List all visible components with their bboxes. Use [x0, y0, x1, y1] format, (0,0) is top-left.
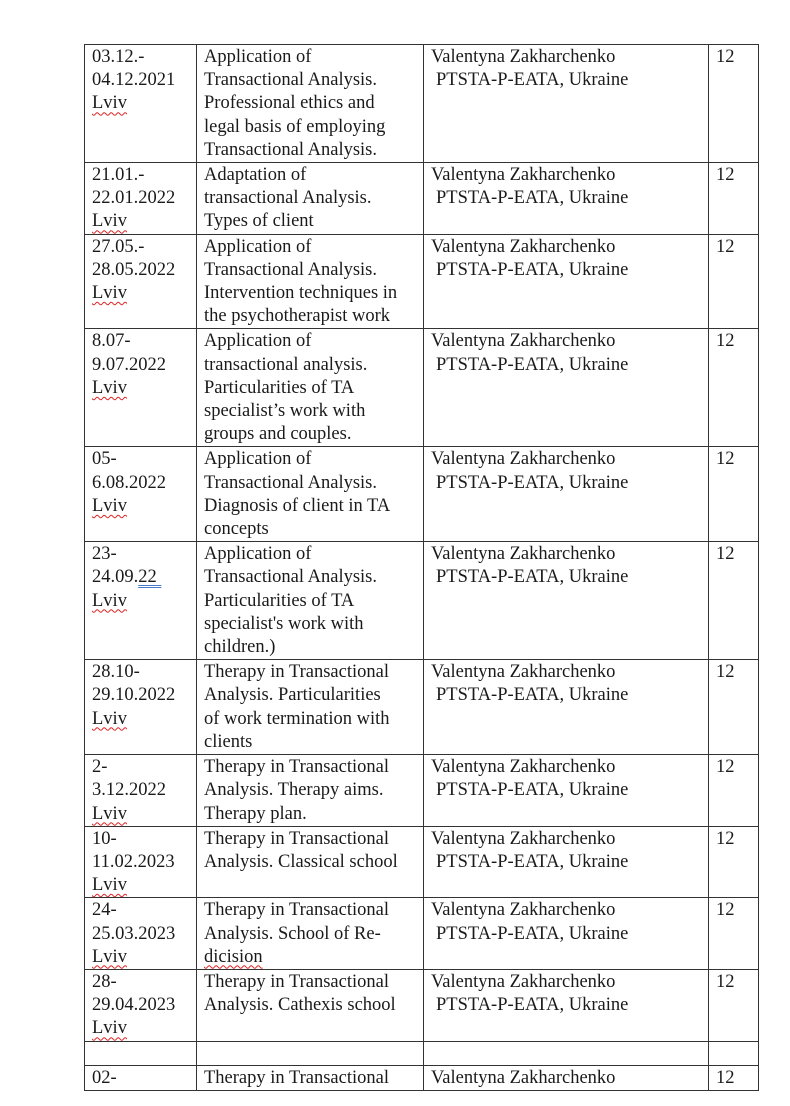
table-row: [85, 826, 759, 898]
topic-line: Transactional Analysis.: [204, 139, 378, 160]
topic-line: Application of: [204, 236, 312, 257]
topic-line: Transactional Analysis.: [204, 567, 378, 588]
empty-cell[interactable]: [424, 1041, 709, 1065]
hours-value: 12: [716, 662, 735, 683]
empty-row: [85, 1041, 759, 1065]
date-end: 6.08.2022: [92, 472, 166, 493]
topic-line: Therapy in Transactional: [204, 662, 389, 683]
trainer-cell[interactable]: [424, 542, 709, 660]
trainer-cell[interactable]: [424, 329, 709, 447]
hours-value: 12: [716, 331, 735, 352]
topic-cell[interactable]: [197, 660, 424, 755]
trainer-credentials: PTSTA-P-EATA, Ukraine: [436, 995, 629, 1016]
trainer-name: Valentyna Zakharchenko: [431, 47, 616, 67]
topic-line: the psychotherapist work: [204, 306, 390, 327]
topic-cell[interactable]: [197, 826, 424, 898]
trainer-name: Valentyna Zakharchenko: [431, 544, 616, 565]
topic-line: Application of: [204, 331, 312, 352]
topic-line: clients: [204, 731, 253, 752]
table-row: [85, 969, 759, 1041]
trainer-cell[interactable]: [424, 755, 709, 827]
hours-value: 12: [716, 236, 735, 257]
topic-line: specialist’s work with: [204, 401, 366, 422]
topic-line: Application of: [204, 449, 312, 470]
topic-line: groups and couples.: [204, 424, 352, 445]
date-start: 23-: [92, 544, 117, 565]
date-cell[interactable]: [85, 969, 197, 1041]
hours-cell[interactable]: [709, 1065, 759, 1090]
topic-cell[interactable]: [197, 163, 424, 235]
date-end: 3.12.2022: [92, 780, 166, 801]
trainer-credentials: PTSTA-P-EATA, Ukraine: [436, 685, 629, 706]
topic-line: of work termination with: [204, 708, 390, 729]
trainer-name: Valentyna Zakharchenko: [431, 828, 616, 849]
topic-line: Therapy in Transactional: [204, 828, 389, 849]
topic-line: transactional Analysis.: [204, 188, 372, 209]
city-label: Lviv: [92, 875, 127, 896]
topic-line: Transactional Analysis.: [204, 70, 378, 91]
empty-cell[interactable]: [85, 1041, 197, 1065]
table-row: [85, 898, 759, 970]
trainer-credentials: PTSTA-P-EATA, Ukraine: [436, 188, 629, 209]
topic-cell[interactable]: [197, 45, 424, 163]
grammar-flagged-year: 22: [138, 567, 157, 588]
topic-line: Therapy in Transactional: [204, 971, 389, 992]
trainer-name: Valentyna Zakharchenko: [431, 449, 616, 470]
topic-line: concepts: [204, 519, 269, 540]
date-cell[interactable]: [85, 542, 197, 660]
date-start: 28-: [92, 971, 117, 992]
table-row: [85, 755, 759, 827]
hours-cell[interactable]: [709, 755, 759, 827]
topic-line: Application of: [204, 544, 312, 565]
date-end: 9.07.2022: [92, 354, 166, 375]
topic-line: children.): [204, 637, 276, 658]
topic-cell[interactable]: [197, 329, 424, 447]
topic-line: legal basis of employing: [204, 116, 386, 137]
trainer-cell[interactable]: [424, 447, 709, 542]
trainer-credentials: PTSTA-P-EATA, Ukraine: [436, 567, 629, 588]
hours-value: 12: [716, 449, 735, 470]
topic-cell[interactable]: [197, 1065, 424, 1090]
date-cell[interactable]: [85, 234, 197, 329]
city-label: Lviv: [92, 1018, 127, 1039]
date-start: 28.10-: [92, 662, 140, 683]
city-label: Lviv: [92, 590, 127, 611]
hours-value: 12: [716, 971, 735, 992]
empty-cell[interactable]: [709, 1041, 759, 1065]
city-label: Lviv: [92, 495, 127, 516]
date-end: 24.09.: [92, 567, 139, 588]
trainer-credentials: PTSTA-P-EATA, Ukraine: [436, 259, 629, 280]
hours-value: 12: [716, 1067, 735, 1088]
date-start: 8.07-: [92, 331, 131, 352]
date-cell[interactable]: [85, 45, 197, 163]
trainer-name: Valentyna Zakharchenko: [431, 236, 616, 257]
date-cell[interactable]: [85, 163, 197, 235]
hours-cell[interactable]: [709, 826, 759, 898]
hours-cell[interactable]: [709, 329, 759, 447]
topic-line: Professional ethics and: [204, 93, 375, 114]
trainer-cell[interactable]: [424, 969, 709, 1041]
topic-line: Particularities of TA: [204, 377, 355, 398]
topic-line: specialist's work with: [204, 613, 364, 634]
hours-value: 12: [716, 757, 735, 778]
date-cell[interactable]: [85, 447, 197, 542]
hours-value: 12: [716, 900, 735, 921]
trainer-name: Valentyna Zakharchenko: [431, 331, 616, 352]
topic-line: Transactional Analysis.: [204, 472, 378, 493]
hours-cell[interactable]: [709, 898, 759, 970]
date-start: 27.05.-: [92, 236, 145, 257]
topic-line: Particularities of TA: [204, 590, 355, 611]
hours-cell[interactable]: [709, 234, 759, 329]
date-cell[interactable]: [85, 898, 197, 970]
trainer-credentials: PTSTA-P-EATA, Ukraine: [436, 851, 629, 872]
topic-line: Therapy plan.: [204, 803, 307, 824]
date-end: 04.12.2021: [92, 70, 176, 91]
topic-cell[interactable]: [197, 234, 424, 329]
table-row: [85, 542, 759, 660]
hours-cell[interactable]: [709, 969, 759, 1041]
table-row-partial: [85, 1065, 759, 1090]
topic-line: Application of: [204, 47, 312, 67]
hours-cell[interactable]: [709, 163, 759, 235]
topic-cell[interactable]: [197, 542, 424, 660]
date-cell[interactable]: [85, 329, 197, 447]
topic-cell[interactable]: [197, 969, 424, 1041]
table-row: [85, 234, 759, 329]
trainer-name: Valentyna Zakharchenko: [431, 900, 616, 921]
trainer-cell[interactable]: [424, 898, 709, 970]
city-label: Lviv: [92, 803, 127, 824]
date-start: 24-: [92, 900, 117, 921]
date-start: 05-: [92, 449, 117, 470]
trainer-name: Valentyna Zakharchenko: [431, 757, 616, 778]
trainer-credentials: PTSTA-P-EATA, Ukraine: [436, 780, 629, 801]
date-end: 29.10.2022: [92, 685, 176, 706]
trainer-credentials: PTSTA-P-EATA, Ukraine: [436, 472, 629, 493]
training-schedule-table: [84, 44, 759, 1091]
date-end: 25.03.2023: [92, 923, 176, 944]
date-end: 11.02.2023: [92, 851, 175, 872]
topic-line: Analysis. Therapy aims.: [204, 780, 384, 801]
date-cell[interactable]: [85, 826, 197, 898]
city-label: Lviv: [92, 93, 127, 114]
hours-cell[interactable]: [709, 447, 759, 542]
trainer-cell[interactable]: [424, 163, 709, 235]
topic-line-misspelled: dicision: [204, 946, 263, 967]
table-row: [85, 45, 759, 163]
trainer-credentials: PTSTA-P-EATA, Ukraine: [436, 70, 629, 91]
city-label: Lviv: [92, 211, 127, 232]
hours-cell[interactable]: [709, 542, 759, 660]
topic-line: Analysis. Classical school: [204, 851, 398, 872]
date-start: 10-: [92, 828, 117, 849]
date-start: 2-: [92, 757, 108, 778]
hours-value: 12: [716, 165, 735, 186]
trainer-cell[interactable]: [424, 660, 709, 755]
hours-cell[interactable]: [709, 660, 759, 755]
trainer-name: Valentyna Zakharchenko: [431, 1067, 616, 1088]
trainer-credentials: PTSTA-P-EATA, Ukraine: [436, 354, 629, 375]
table-row: [85, 329, 759, 447]
topic-line: Analysis. Particularities: [204, 685, 381, 706]
date-start: 21.01.-: [92, 165, 145, 186]
topic-line: Therapy in Transactional: [204, 900, 389, 921]
hours-value: 12: [716, 828, 735, 849]
topic-line: Analysis. School of Re-: [204, 923, 381, 944]
date-end: 29.04.2023: [92, 995, 176, 1016]
topic-cell[interactable]: [197, 898, 424, 970]
date-start: 03.12.-: [92, 47, 145, 67]
hours-value: 12: [716, 47, 735, 67]
topic-line: Types of client: [204, 211, 314, 232]
table-row: [85, 660, 759, 755]
trainer-cell[interactable]: [424, 234, 709, 329]
date-end: 28.05.2022: [92, 259, 176, 280]
trainer-name: Valentyna Zakharchenko: [431, 662, 616, 683]
trainer-cell[interactable]: [424, 45, 709, 163]
date-cell[interactable]: [85, 1065, 197, 1090]
topic-line: Therapy in Transactional: [204, 757, 389, 778]
topic-line: Adaptation of: [204, 165, 307, 186]
hours-cell[interactable]: [709, 45, 759, 163]
trainer-cell[interactable]: [424, 1065, 709, 1090]
topic-line: Therapy in Transactional: [204, 1067, 389, 1088]
topic-line: transactional analysis.: [204, 354, 368, 375]
trainer-name: Valentyna Zakharchenko: [431, 971, 616, 992]
trainer-name: Valentyna Zakharchenko: [431, 165, 616, 186]
table-row: [85, 163, 759, 235]
topic-cell[interactable]: [197, 755, 424, 827]
topic-line: Analysis. Cathexis school: [204, 995, 396, 1016]
date-start: 02-: [92, 1067, 117, 1088]
topic-line: Diagnosis of client in TA: [204, 495, 391, 516]
date-cell[interactable]: [85, 660, 197, 755]
city-label: Lviv: [92, 283, 127, 304]
topic-cell[interactable]: [197, 447, 424, 542]
city-label: Lviv: [92, 946, 127, 967]
date-cell[interactable]: [85, 755, 197, 827]
topic-line: Transactional Analysis.: [204, 259, 378, 280]
trainer-credentials: PTSTA-P-EATA, Ukraine: [436, 923, 629, 944]
hours-value: 12: [716, 544, 735, 565]
table-row: [85, 447, 759, 542]
city-label: Lviv: [92, 377, 127, 398]
topic-line: Intervention techniques in: [204, 283, 398, 304]
city-label: Lviv: [92, 708, 127, 729]
date-end: 22.01.2022: [92, 188, 176, 209]
trainer-cell[interactable]: [424, 826, 709, 898]
empty-cell[interactable]: [197, 1041, 424, 1065]
